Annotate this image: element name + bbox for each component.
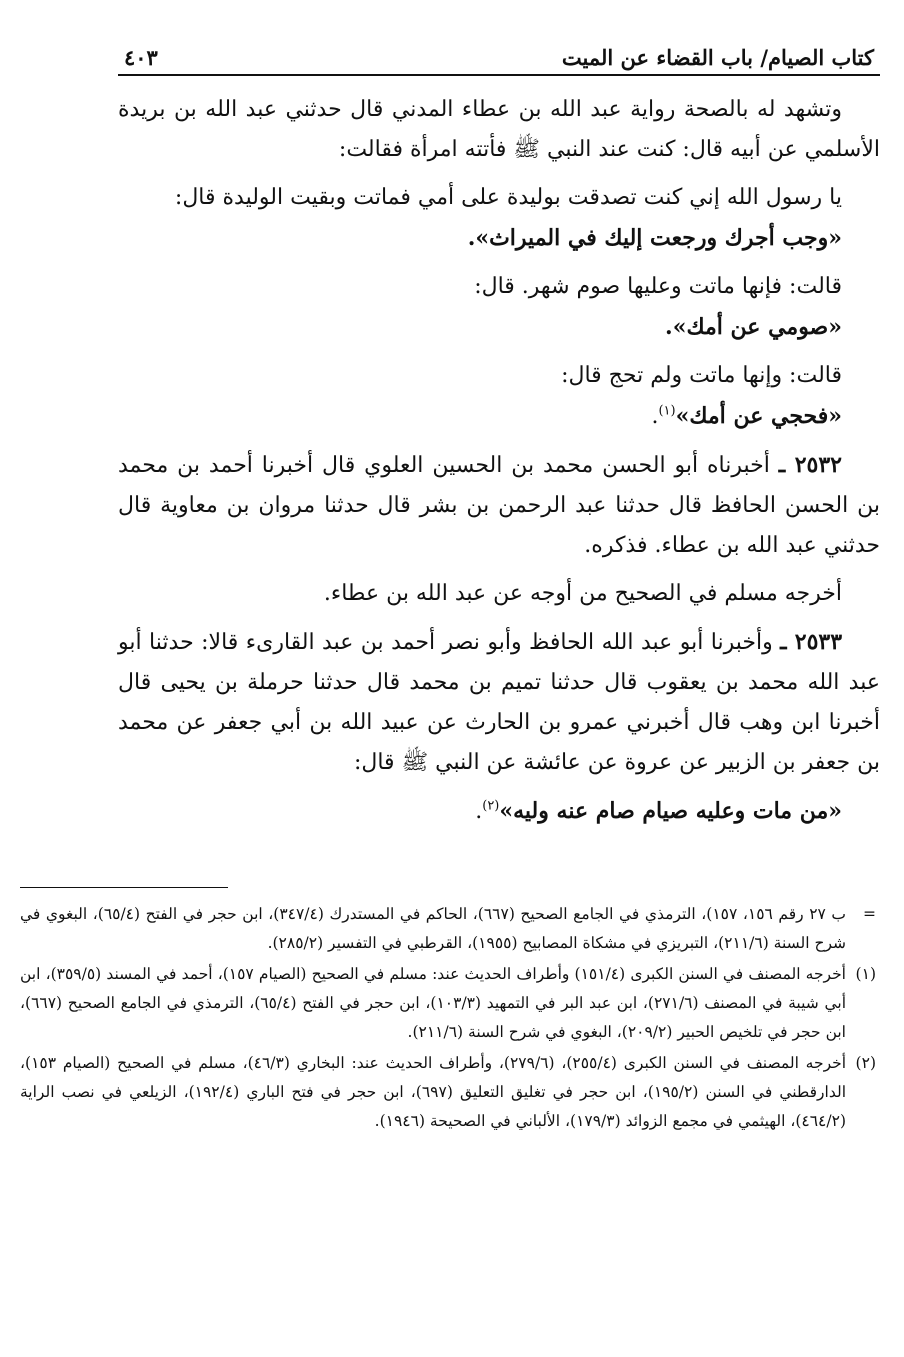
hadith-2532: [118, 445, 880, 566]
footnote-divider: [20, 887, 228, 888]
dialogue-question-1: [118, 178, 842, 259]
hadith-2532-number: ٢٥٣٢ ـ: [778, 452, 842, 478]
footnote-mark: (٢): [855, 1054, 876, 1072]
footnote-ref-1: (١): [658, 403, 676, 419]
footnote-text: أخرجه المصنف في السنن الكبرى (٢٥٥/٤)، (٢٧٩/٦)، وأطراف الحديث عند: البخاري (٤٦/٣)، مسلم في الصحيح (الصيام ١٥٣)، الدارقطني في السنن (١٩٥/٢)، ابن حجر في تغليق التعليق (٦٩٧)، ابن حجر في فتح الباري (١٩٢/٤)، الزيلعي في نصب الراية (٤٦٤/٢)، الهيثمي في مجمع الزوائد (١٧٩/٣)، الألباني في الصحيحة (١٩٤٦).: [20, 1054, 847, 1130]
dialogue-question-3: [118, 356, 842, 437]
intro-paragraph: وتشهد له بالصحة رواية عبد الله بن عطاء المدني قال حدثني عبد الله بن بريدة الأسلمي عن أبيه قال: كنت عند النبي ﷺ فأتته امرأة فقالت:: [118, 97, 880, 162]
question-2-text: قالت: فإنها ماتت وعليها صوم شهر. قال:: [474, 274, 842, 299]
answer-1-text: «وجب أجرك ورجعت إليك في الميراث».: [467, 225, 842, 251]
main-text: [118, 90, 880, 832]
question-3-text: قالت: وإنها ماتت ولم تحج قال:: [561, 363, 842, 388]
footnote-text: أخرجه المصنف في السنن الكبرى (١٥١/٤) وأطراف الحديث عند: مسلم في الصحيح (الصيام ١٥٧)، أحمد في المسند (٣٥٩/٥)، ابن أبي شيبة في المصنف (٢٧١/٦)، ابن عبد البر في التمهيد (١٠٣/٣)، ابن حجر في الفتح (٦٥/٤)، الترمذي في الجامع الصحيح (٦٦٧)، ابن حجر في تلخيص الحبير (٢٠٩/٢)، البغوي في شرح السنة (٢١١/٦).: [20, 965, 847, 1041]
footnote-ref-2: (٢): [482, 798, 500, 814]
hadith-2533: [118, 622, 880, 783]
answer-3-end: .: [651, 404, 659, 429]
footnotes: [20, 900, 876, 1138]
footnote-2: [20, 1049, 876, 1136]
footnote-mark: =: [863, 905, 876, 923]
hadith-2533-number: ٢٥٣٣ ـ: [780, 629, 843, 655]
page-header: [118, 30, 880, 76]
page-number: ٤٠٣: [124, 45, 158, 70]
hadith-2533-text: وأخبرنا أبو عبد الله الحافظ وأبو نصر أحمد بن عبد القارىء قالا: حدثنا أبو عبد الله محمد بن يعقوب قال حدثنا تميم بن محمد قال حدثنا حرملة بن يحيى قال أخبرنا ابن وهب قال أخبرني عمرو بن الحارث عن عبيد الله بن أبي جعفر عن محمد بن جعفر بن الزبير عن عروة عن عائشة عن النبي ﷺ قال:: [118, 630, 880, 775]
hadith-2532-text: أخبرناه أبو الحسن محمد بن الحسين العلوي قال أخبرنا أحمد بن محمد بن الحسن الحافظ قال حدثنا عبد الرحمن بن بشر قال حدثنا مروان بن معاوية قال حدثني عبد الله بن عطاء. فذكره.: [118, 453, 880, 558]
hadith-2532-takhrij: أخرجه مسلم في الصحيح من أوجه عن عبد الله بن عطاء.: [323, 581, 842, 606]
book-page: [118, 30, 880, 840]
footnote-text: ب ٢٧ رقم ١٥٦، ١٥٧)، الترمذي في الجامع الصحيح (٦٦٧)، الحاكم في المستدرك (٣٤٧/٤)، ابن حجر في الفتح (٦٥/٤)، البغوي في شرح السنة (٢١١/٦)، التبريزي في مشكاة المصابيح (١٩٥٥)، القرطبي في التفسير (٢٨٥/٢).: [20, 905, 846, 952]
dialogue-block: [118, 178, 880, 437]
dialogue-question-2: [118, 267, 842, 348]
footnote-mark: (١): [855, 965, 876, 983]
answer-3-text: «فحجي عن أمك»: [675, 403, 842, 429]
answer-2-text: «صومي عن أمك».: [665, 314, 842, 340]
hadith-2533-quote: [118, 791, 880, 832]
hadith-2533-quote-text: «من مات وعليه صيام صام عنه وليه»: [499, 798, 842, 824]
question-1-text: يا رسول الله إني كنت تصدقت بوليدة على أمي فماتت وبقيت الوليدة قال:: [174, 185, 842, 210]
running-title: كتاب الصيام/ باب القضاء عن الميت: [561, 45, 874, 70]
footnote-continued: [20, 900, 876, 958]
footnote-1: [20, 960, 876, 1047]
hadith-2533-quote-end: .: [475, 799, 483, 824]
